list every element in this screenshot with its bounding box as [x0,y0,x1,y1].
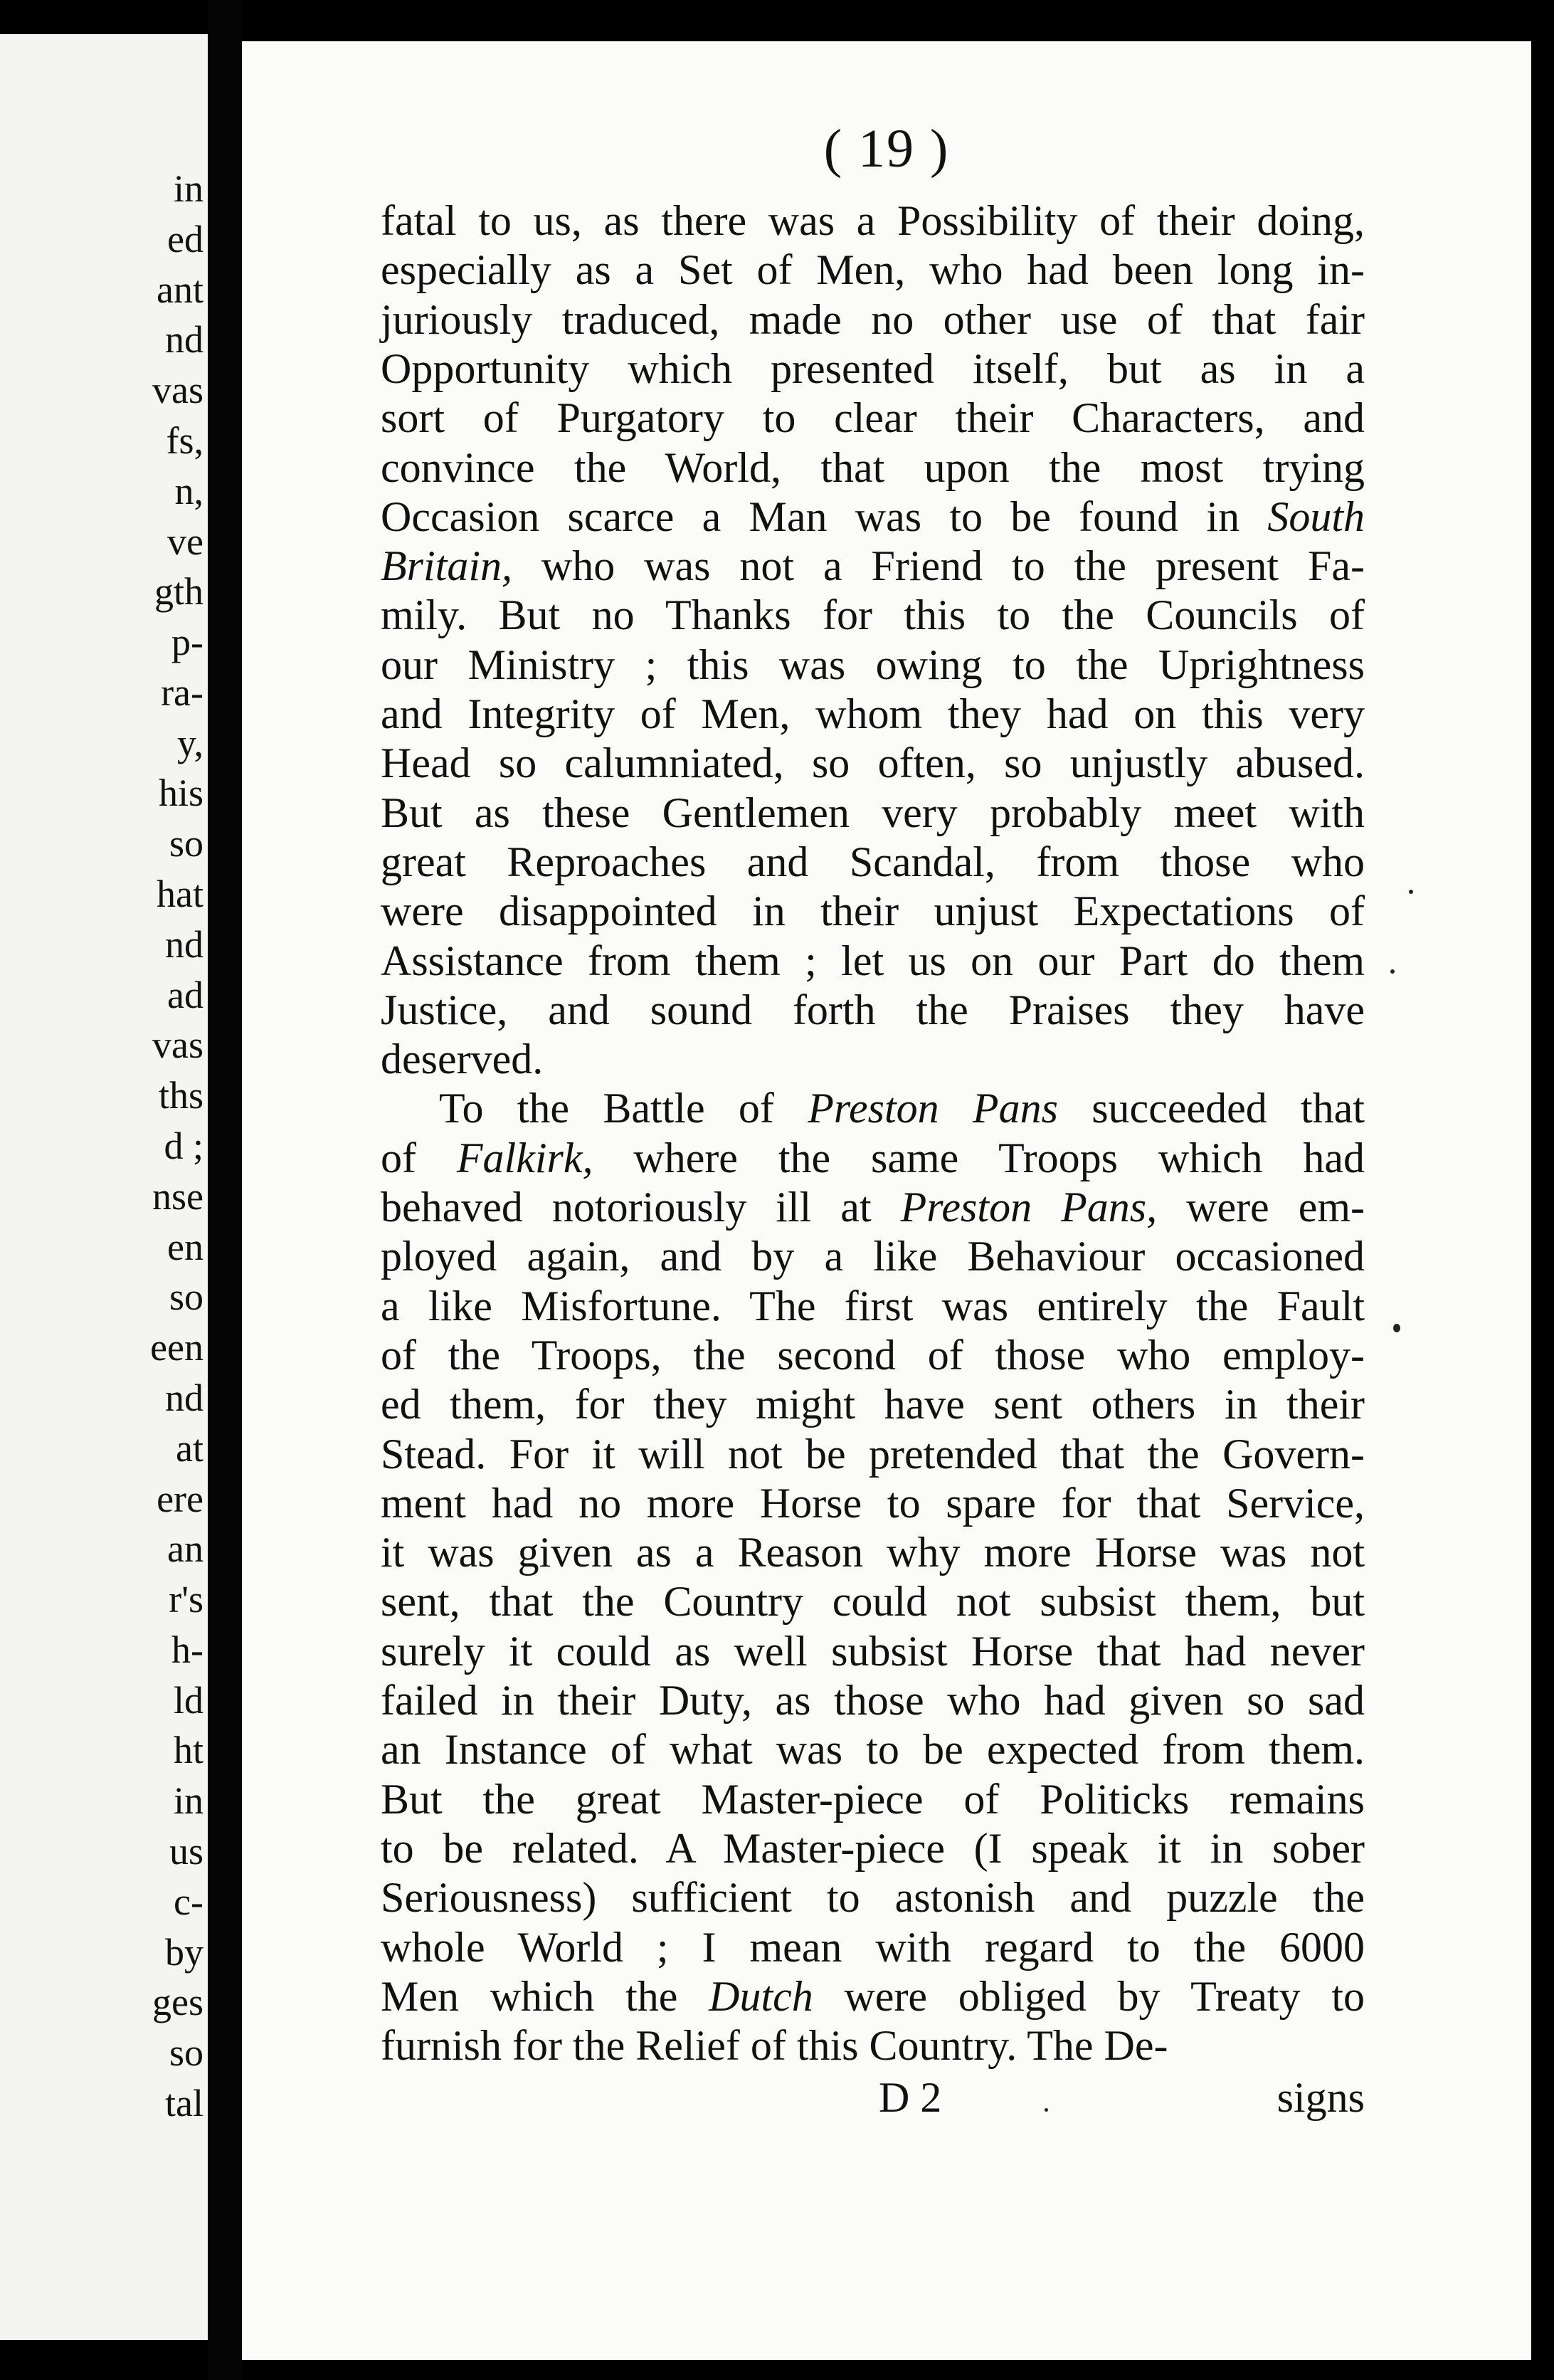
left-page-fragment: his [158,772,204,814]
left-page-fragment: en [167,1226,204,1268]
text-run: and Integrity of Men, whom they had on this very [381,690,1365,737]
text-line [381,643,1365,686]
italic-text: Britain, [381,542,513,589]
text-run: especially as a Set of Men, who had been long in- [381,246,1365,293]
text-line [381,986,1365,1033]
text-line [381,544,1365,587]
left-page-fragment: vas [152,1023,204,1066]
text-line [381,890,1365,932]
text-run: But the great Master-piece of Politicks remains [381,1776,1365,1823]
text-line [381,1630,1365,1673]
left-page-fragment: y, [177,722,204,764]
text-run: fatal to us, as there was a Possibility of their doing, [381,197,1365,244]
text-run: But as these Gentlemen very probably meet with [381,789,1365,836]
left-page-fragment: so [169,2031,204,2074]
text-line [381,1036,1365,1083]
text-line [381,396,1365,439]
italic-text: Dutch [709,1973,813,2020]
text-run: sort of Purgatory to clear their Characters, and [381,394,1365,441]
text-line [381,446,1365,489]
left-page-edge [0,34,208,2340]
text-run: were obliged by Treaty to [813,1973,1365,2020]
text-line [381,1531,1365,1574]
text-run: were em- [1157,1184,1365,1231]
left-page-fragment: ad [167,974,204,1016]
left-page-fragment: d ; [164,1125,204,1167]
text-run: of [381,1134,457,1181]
text-run: mily. But no Thanks for this to the Councils of [381,591,1365,638]
left-page-fragment: in [173,167,204,210]
text-line [381,2024,1365,2067]
text-line [381,1482,1365,1525]
text-run: whole World ; I mean with regard to the 6000 [381,1924,1365,1971]
text-run: ployed again, and by a like Behaviour occasioned [381,1233,1365,1280]
left-page-fragment: gth [154,570,204,613]
text-run: failed in their Duty, as those who had given so sad [381,1677,1365,1724]
left-page-fragment: nd [165,318,204,361]
text-run: Justice, and sound forth the Praises they have [381,986,1365,1033]
text-line [381,1431,1365,1478]
text-run: furnish for the Relief of this Country. The De- [381,2022,1168,2069]
text-line [381,739,1365,786]
left-page-fragment: tal [165,2082,204,2124]
text-run: our Ministry ; this was owing to the Uprightness [381,641,1365,688]
left-page-fragment: ht [173,1729,204,1771]
italic-text: South [1267,493,1365,540]
left-page-fragment: fs, [166,419,204,462]
text-line [381,1926,1365,1969]
left-page-fragment: so [169,1275,204,1318]
text-line [381,1383,1365,1426]
left-page-fragment: ed [167,218,204,260]
left-page-fragment: by [165,1931,204,1974]
left-page-fragment: an [167,1527,204,1570]
text-line [381,199,1365,242]
text-line [381,1235,1365,1278]
ink-speck [1393,1324,1400,1332]
left-page-fragment: ra- [161,671,204,714]
book-gutter [208,0,242,2380]
text-line [381,1134,1365,1181]
left-page-fragment: nse [152,1175,204,1218]
text-run: surely it could as well subsist Horse that had never [381,1628,1365,1675]
text-line [439,1087,1365,1130]
text-line [381,347,1365,390]
text-line [381,1679,1365,1722]
ink-speck [1409,890,1413,894]
text-run: to be related. A Master-piece (I speak it in sober [381,1825,1365,1872]
text-run: where the same Troops which had [593,1134,1365,1181]
text-line [381,1728,1365,1771]
text-run: an Instance of what was to be expected from them. [381,1726,1365,1773]
text-line [381,248,1365,291]
ink-speck [1390,969,1395,974]
text-line [381,1827,1365,1870]
left-page-fragment: h- [171,1628,204,1671]
signature-mark: D 2 [879,2074,942,2121]
text-run: deserved. [381,1036,544,1083]
text-run: it was given as a Reason why more Horse was not [381,1529,1365,1576]
text-run: convince the World, that upon the most trying [381,444,1365,491]
italic-text: Preston Pans, [900,1184,1158,1231]
text-run: Stead. For it will not be pretended that the Govern- [381,1431,1365,1478]
left-page-fragment: ere [157,1478,204,1520]
text-run: sent, that the Country could not subsist them, but [381,1578,1365,1625]
left-page-fragment: so [169,822,204,865]
left-page-fragment: p- [171,621,204,663]
left-page-fragment: us [169,1830,204,1873]
left-page-fragment: een [150,1326,204,1369]
text-line [381,1876,1365,1919]
left-page-fragment: n, [174,470,204,512]
left-page-fragment: c- [174,1880,204,1923]
text-line [381,1332,1365,1379]
text-run: who was not a Friend to the present Fa- [512,542,1365,589]
text-run: ed them, for they might have sent others in their [381,1381,1365,1428]
text-run: ment had no more Horse to spare for that Service, [381,1480,1365,1527]
text-run: Opportunity which presented itself, but as in a [381,345,1365,392]
left-page-fragment: at [176,1427,204,1470]
left-page-fragment: in [173,1779,204,1822]
italic-text: Preston Pans [808,1085,1058,1132]
left-page-fragment: r's [169,1578,204,1621]
text-run: succeeded that [1057,1085,1365,1132]
text-run: behaved notoriously ill at [381,1184,901,1231]
text-run: great Reproaches and Scandal, from those who [381,838,1365,885]
text-line [381,495,1365,538]
text-run: Men which the [381,1973,709,2020]
text-line [381,591,1365,638]
text-run: juriously traduced, made no other use of that fair [381,296,1365,343]
text-line [381,838,1365,885]
left-page-fragment: ld [173,1679,204,1722]
ink-speck [1045,2108,1048,2112]
text-run: a like Misfortune. The first was entirely the Fault [381,1283,1365,1329]
text-run: of the Troops, the second of those who employ- [381,1332,1365,1379]
text-line [381,1778,1365,1821]
text-run: Seriousness) sufficient to astonish and puzzle the [381,1874,1365,1921]
footer-row [381,2073,1365,2123]
text-run: Assistance from them ; let us on our Part do them [381,937,1365,984]
left-page-fragment: ve [167,520,204,563]
text-run: were disappointed in their unjust Expectations of [381,888,1365,934]
text-line [381,1580,1365,1623]
text-line [381,1285,1365,1327]
right-page [242,41,1531,2360]
text-run: Head so calumniated, so often, so unjustly abused. [381,739,1365,786]
page-number: ( 19 ) [823,119,950,179]
left-page-fragment: ths [158,1074,204,1117]
left-page-fragment: nd [165,1376,204,1419]
text-run: To the Battle of [439,1085,808,1132]
text-run: Occasion scarce a Man was to be found in [381,493,1268,540]
text-line [381,690,1365,737]
left-page-fragment: ges [152,1981,204,2023]
text-line [381,298,1365,341]
catchword: signs [1276,2074,1365,2121]
text-line [381,1975,1365,2018]
left-page-fragment: vas [152,369,204,411]
left-page-fragment: hat [157,873,204,915]
left-page-fragment: ant [157,268,204,311]
left-page-fragment: nd [165,923,204,966]
text-line [381,1184,1365,1231]
text-line [381,939,1365,982]
text-line [381,791,1365,834]
italic-text: Falkirk, [456,1134,593,1181]
